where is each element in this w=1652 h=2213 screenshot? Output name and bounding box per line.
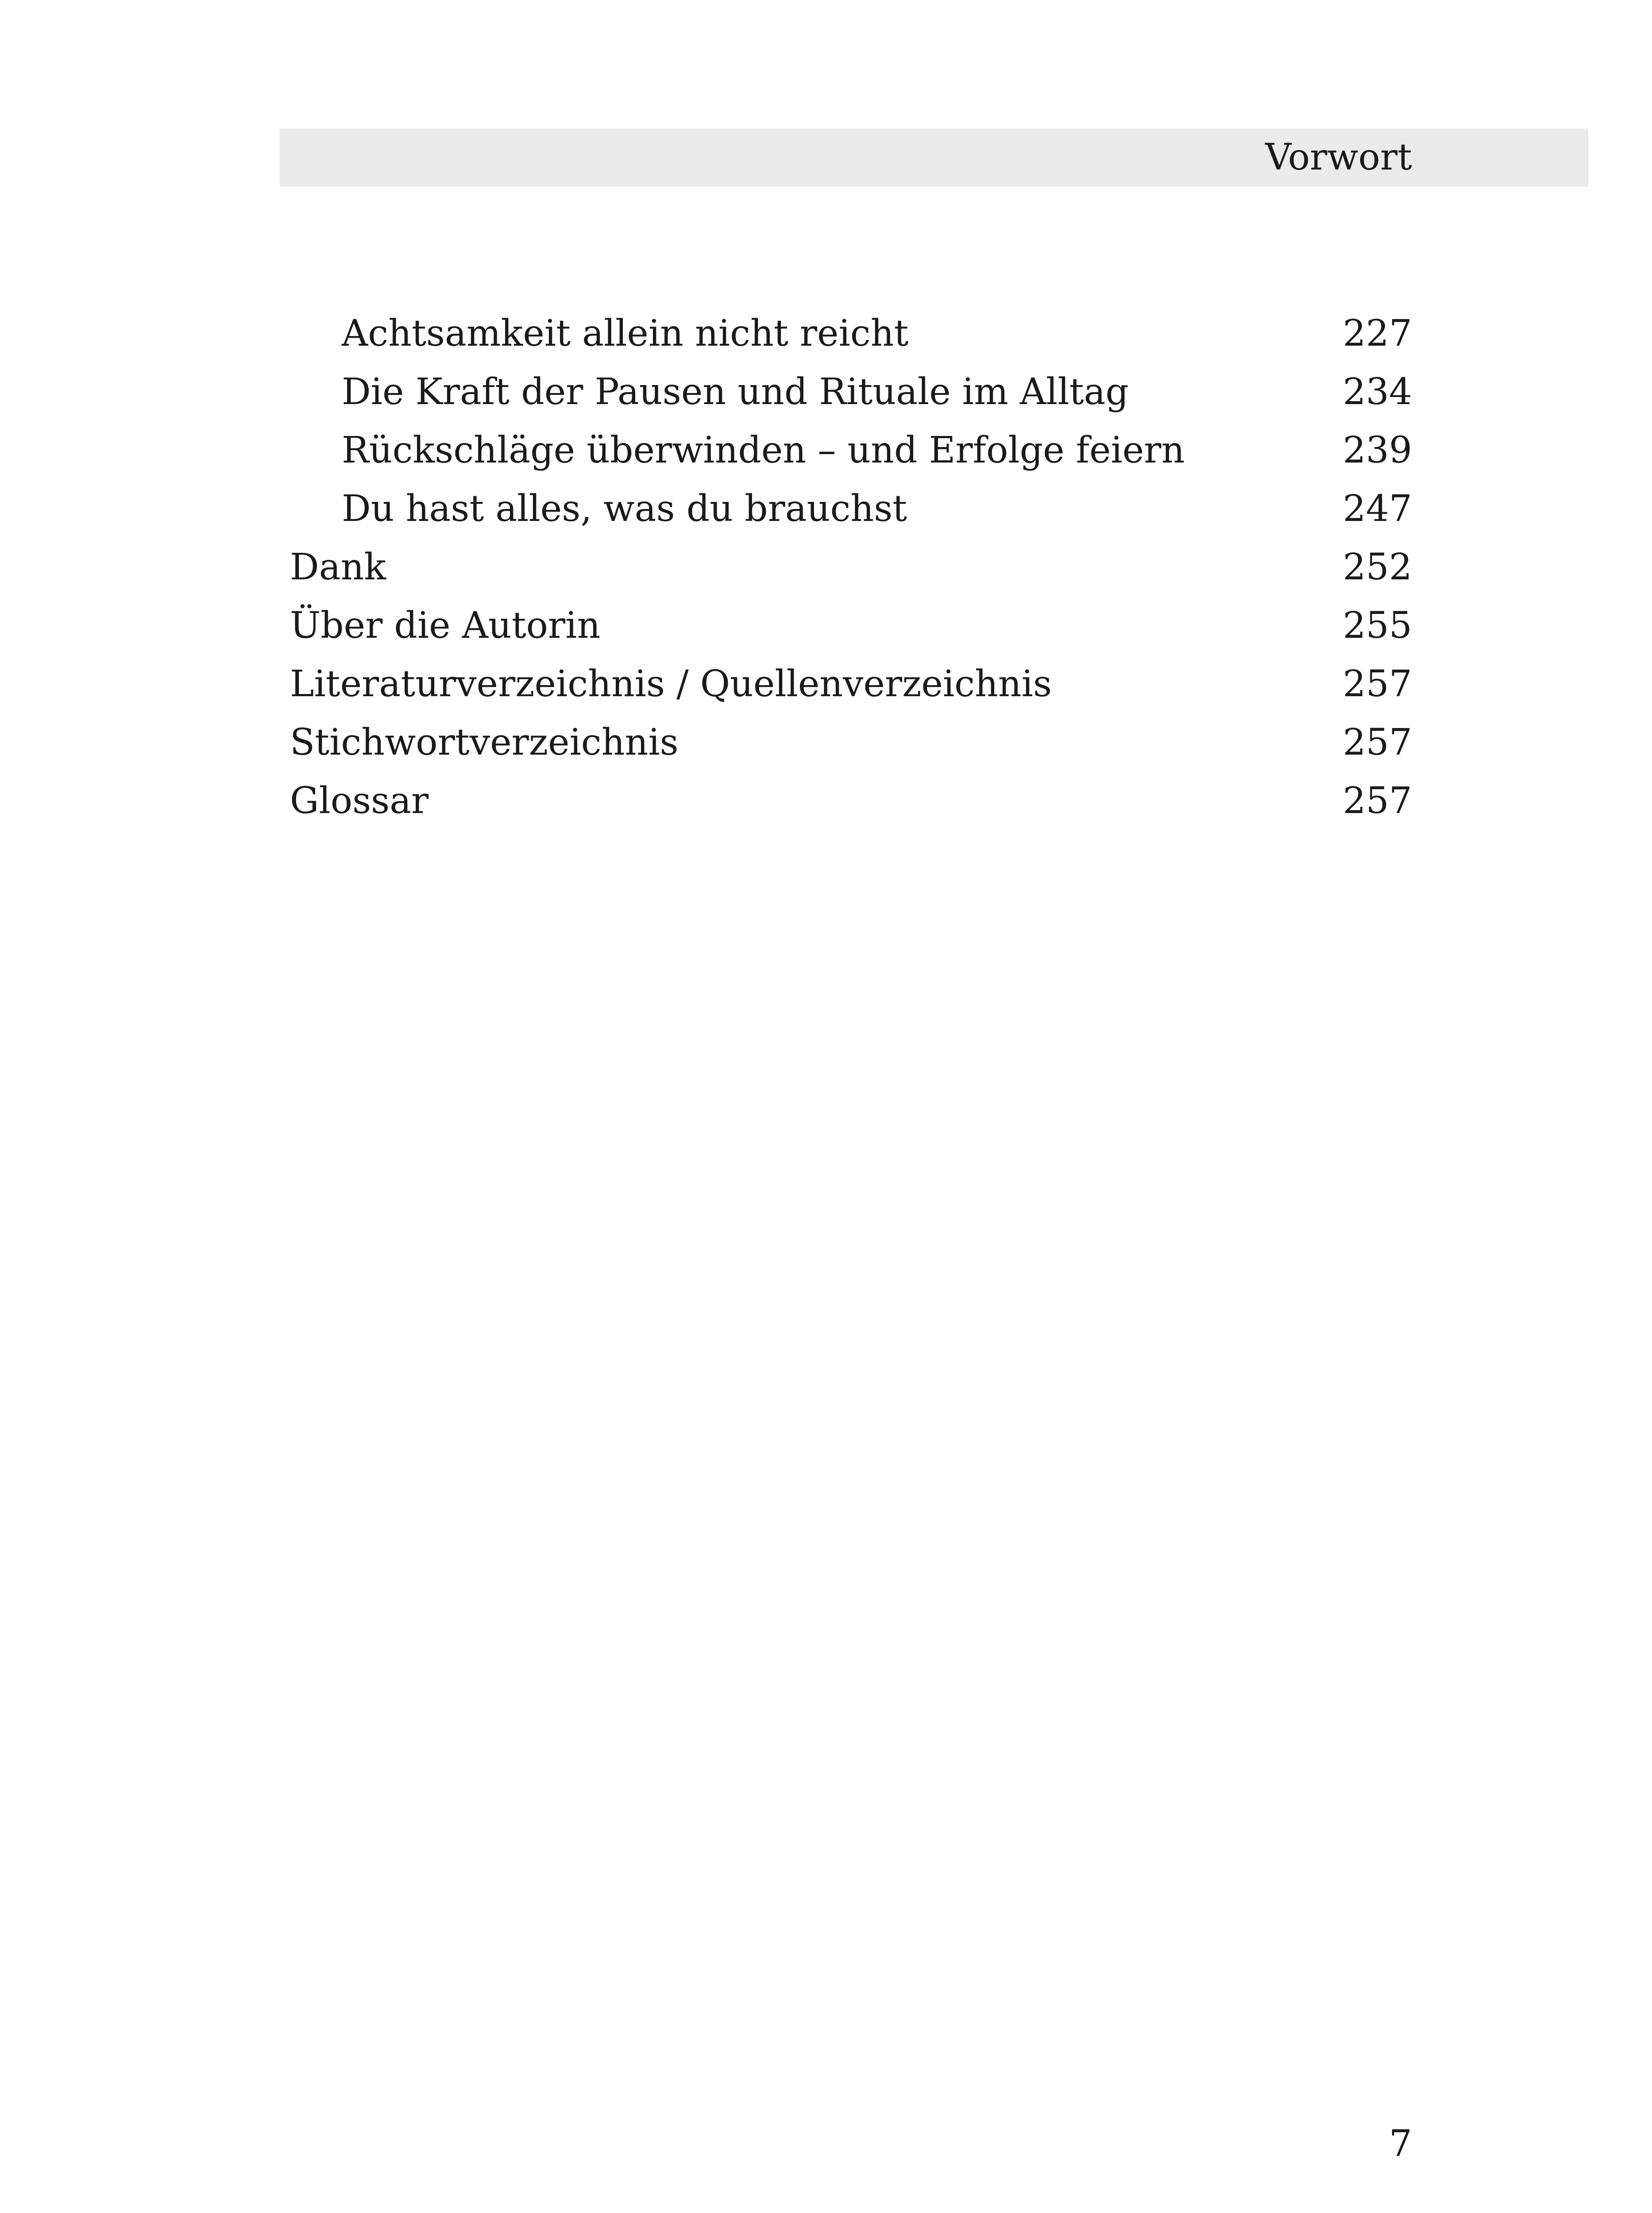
toc-entry-title: Über die Autorin [290,605,601,647]
toc-entry-page: 247 [1343,488,1412,530]
toc-entry-title: Du hast alles, was du brauchst [342,488,907,530]
toc-entry [0,655,1652,713]
running-header-title: Vorwort [1265,136,1412,178]
toc-entry [0,305,1652,363]
toc-entry [0,713,1652,772]
toc-entry [0,597,1652,655]
toc-entry-page: 257 [1343,780,1412,822]
toc-entry-title: Die Kraft der Pausen und Rituale im Alltag [342,371,1129,413]
toc-entry-title: Rückschläge überwinden – und Erfolge feiern [342,429,1185,471]
page-number: 7 [1389,2123,1412,2165]
toc-entry-title: Achtsamkeit allein nicht reicht [342,312,909,355]
toc-entry-page: 257 [1343,721,1412,763]
toc-entry-title: Glossar [290,780,429,822]
toc-entry-title: Stichwortverzeichnis [290,721,679,763]
toc-entry-page: 234 [1343,371,1412,413]
toc-entry-page: 227 [1343,312,1412,355]
toc-entry [0,480,1652,538]
toc-entry [0,772,1652,830]
toc-entry-page: 257 [1343,663,1412,705]
toc-entry-page: 255 [1343,605,1412,647]
toc-entry-page: 239 [1343,429,1412,471]
toc-entry [0,538,1652,597]
toc-entry-title: Literaturverzeichnis / Quellenverzeichnis [290,663,1052,705]
toc-entry-page: 252 [1343,546,1412,588]
toc-entry [0,363,1652,421]
toc-entry [0,421,1652,480]
toc-entry-title: Dank [290,546,386,588]
